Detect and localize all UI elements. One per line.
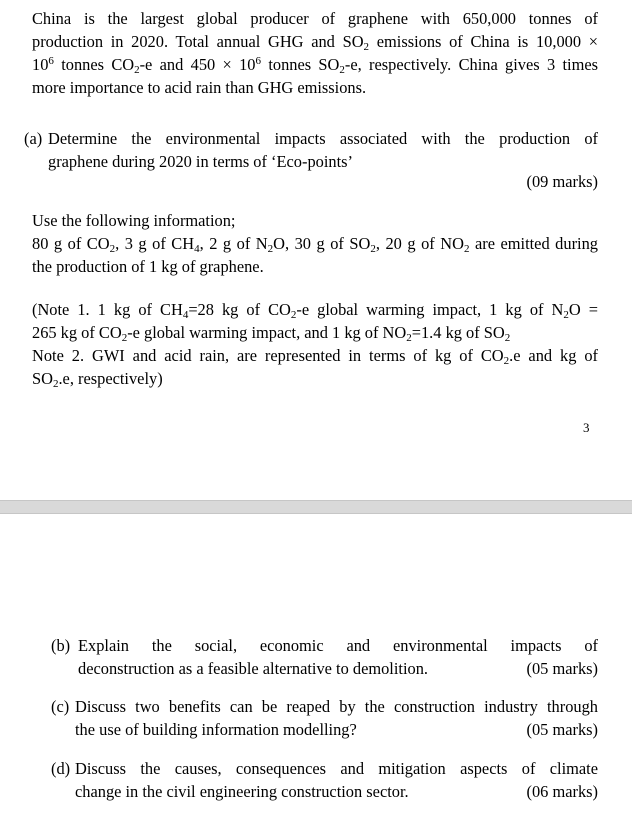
question-a-line-2: graphene during 2020 in terms of ‘Eco-points’ bbox=[48, 152, 353, 171]
intro-paragraph bbox=[32, 7, 598, 99]
intro-line-2: production in 2020. Total annual GHG and $SO_2$ emissions of China is 10,000 × bbox=[32, 32, 598, 53]
question-b-marks: (05 marks) bbox=[526, 659, 598, 678]
question-d bbox=[51, 757, 598, 803]
question-c-marks: (05 marks) bbox=[526, 720, 598, 739]
note-line-1: (Note 1. 1 kg of $CH_4=28$ kg of $CO_2-e$ global warming impact, 1 kg of $N_2O$ = bbox=[32, 300, 598, 321]
intro-line-1: China is the largest global producer of graphene with 650,000 tonnes of bbox=[32, 9, 598, 28]
question-d-line-1: Discuss the causes, consequences and mitigation aspects of climate bbox=[75, 759, 598, 778]
intro-line-4: more importance to acid rain than GHG emissions. bbox=[32, 78, 367, 97]
question-d-line-2: change in the civil engineering construction sector. bbox=[75, 782, 409, 801]
page-number: 3 bbox=[583, 420, 590, 435]
note-line-4: $SO_2.e$, respectively) bbox=[32, 369, 163, 390]
question-a-marks: (09 marks) bbox=[526, 172, 598, 191]
question-c-label: (c) bbox=[51, 697, 70, 716]
question-d-marks: (06 marks) bbox=[526, 782, 598, 801]
note-line-2: 265 kg of $CO_2-e$ global warming impact, and 1 kg of $NO_2=1.4$ kg of $SO_2$ bbox=[32, 323, 511, 344]
question-a bbox=[24, 127, 598, 173]
note-line-3: Note 2. GWI and acid rain, are represented in terms of kg of $CO_2.e$ and kg of bbox=[32, 346, 598, 367]
info-line-1: 80 g of $CO_2$, 3 g of $CH_4$, 2 g of $N_2O$, 30 g of $SO_2$, 20 g of $NO_2$ are emitted during bbox=[32, 234, 598, 255]
question-b-line-1: Explain the social, economic and environmental impacts of bbox=[78, 636, 598, 655]
question-d-label: (d) bbox=[51, 759, 71, 778]
question-b-line-2: deconstruction as a feasible alternative to demolition. bbox=[78, 659, 429, 678]
question-c bbox=[51, 695, 598, 741]
question-b-label: (b) bbox=[51, 636, 71, 655]
question-a-line-1: Determine the environmental impacts associated with the production of bbox=[48, 129, 598, 148]
info-heading: Use the following information; bbox=[32, 211, 236, 230]
question-a-label: (a) bbox=[24, 129, 43, 148]
note-block bbox=[32, 298, 598, 390]
question-c-line-2: the use of building information modelling? bbox=[75, 720, 357, 739]
question-c-line-1: Discuss two benefits can be reaped by the construction industry through bbox=[75, 697, 598, 716]
question-b bbox=[51, 634, 598, 680]
intro-line-3: $10^6$ tonnes $CO_2-e$ and $450 \times 10^6$ tonnes $SO_2-e$, respectively. China gives 3 times bbox=[32, 55, 598, 76]
info-line-2: the production of 1 kg of graphene. bbox=[32, 257, 264, 276]
info-block bbox=[32, 209, 598, 278]
page-break-divider bbox=[0, 500, 632, 514]
